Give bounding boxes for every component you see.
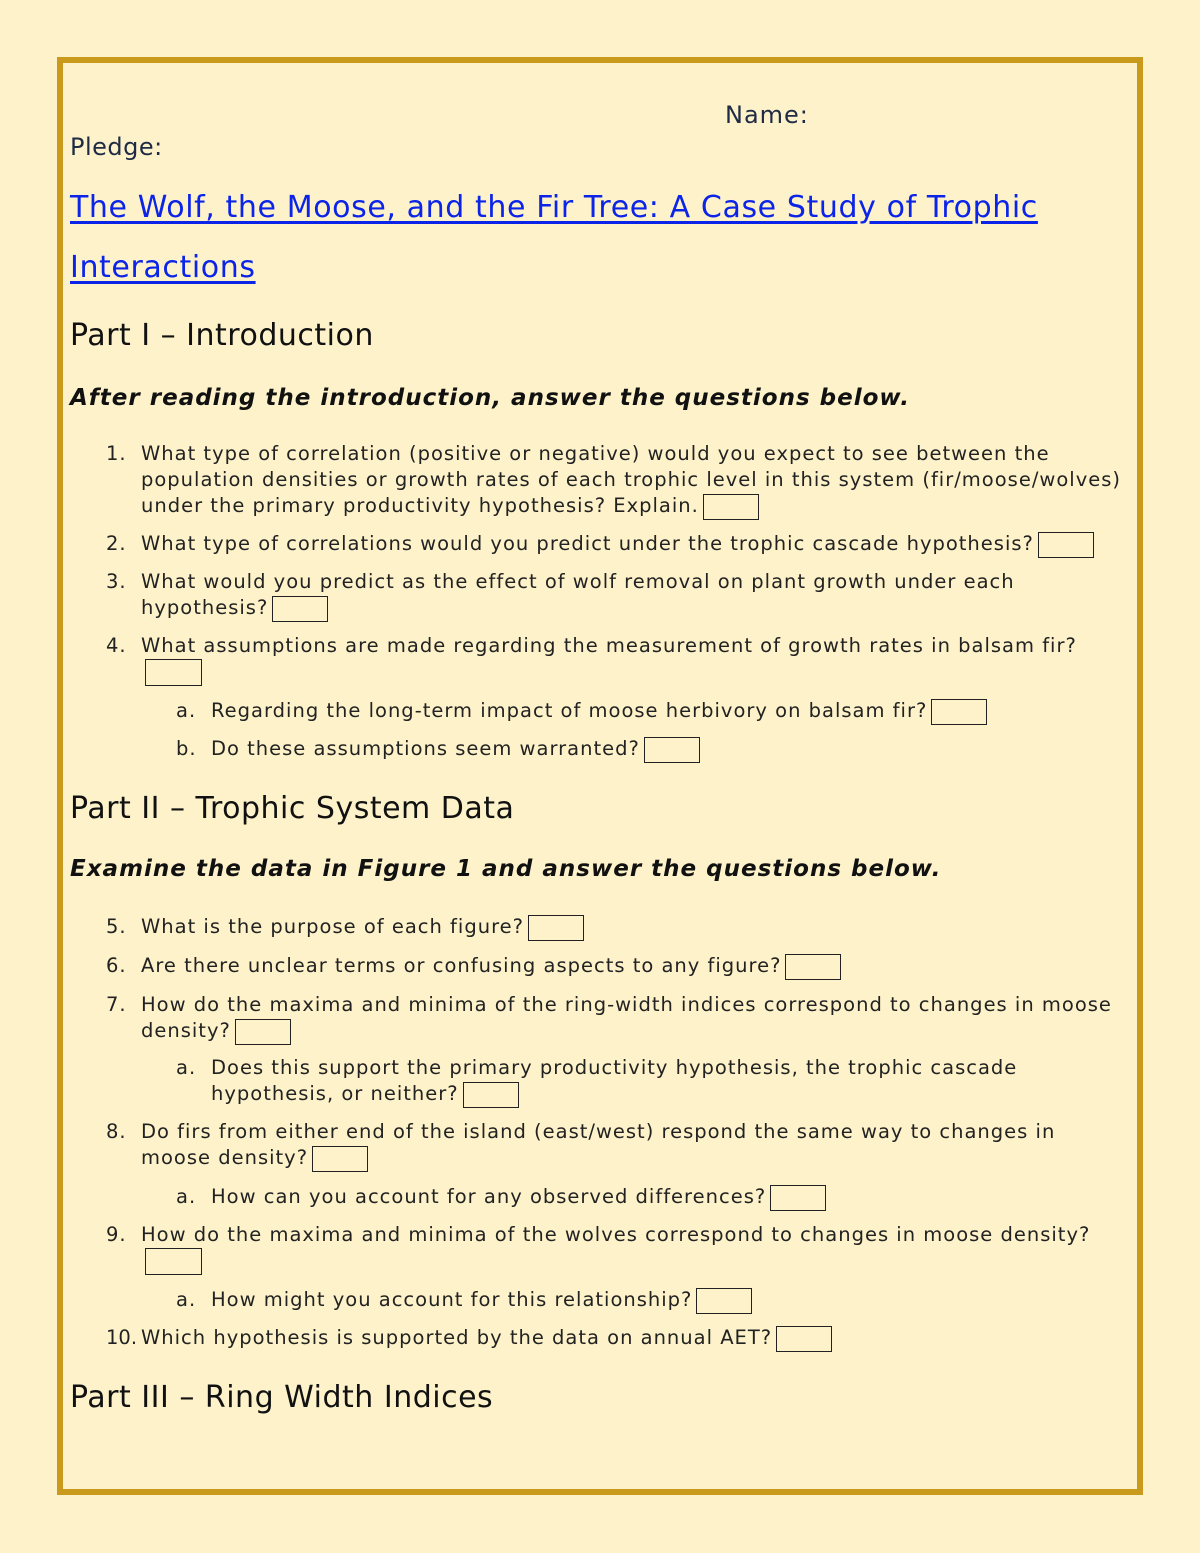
q1-answer-box[interactable] [703,494,759,520]
q4b-text [211,736,700,763]
q7a-text [211,1055,1017,1108]
q10-number: 10. [106,1326,138,1349]
q10-line: Which hypothesis is supported by the data on annual AET? [141,1326,773,1349]
q8-line1: Do firs from either end of the island (east/west) respond the same way to changes in [141,1120,1056,1143]
q5-line: What is the purpose of each figure? [141,915,525,938]
q7a-line2: hypothesis, or neither? [211,1082,459,1105]
q7-text [141,992,1112,1045]
q7a-letter: a. [176,1056,197,1079]
q2-line1: What type of correlations would you predict under the trophic cascade hypothesis? [141,532,1034,555]
q3-answer-box[interactable] [272,596,328,622]
q9a-answer-box[interactable] [696,1288,752,1314]
q9-text: How do the maxima and minima of the wolves correspond to changes in moose density? [141,1223,1091,1246]
q2-text [141,531,1094,558]
q7-line2: density? [141,1019,231,1042]
q6-answer-box[interactable] [785,954,841,980]
q4a-line: Regarding the long-term impact of moose herbivory on balsam fir? [211,699,928,722]
q4-answer-box[interactable] [145,659,202,686]
q8a-letter: a. [176,1185,197,1208]
q8-number: 8. [106,1120,127,1143]
q10-text [141,1325,832,1352]
q2-number: 2. [106,532,127,555]
q1-line1: What type of correlation (positive or negative) would you expect to see between the [141,442,1050,465]
q4b-answer-box[interactable] [644,737,700,763]
q1-line2: population densities or growth rates of each trophic level in this system (fir/moose/wolves) [141,468,1121,491]
q9a-letter: a. [176,1288,197,1311]
q4a-text [211,698,987,725]
q4a-answer-box[interactable] [931,699,987,725]
q4b-letter: b. [176,737,197,760]
q8a-text [211,1184,826,1211]
q8-text [141,1119,1055,1172]
q7-line1: How do the maxima and minima of the ring-width indices correspond to changes in moose [141,993,1112,1016]
part1-heading: Part I – Introduction [70,318,374,353]
q8a-line: How can you account for any observed differences? [211,1185,767,1208]
q9a-line: How might you account for this relationship? [211,1288,693,1311]
q6-number: 6. [106,954,127,977]
q8a-answer-box[interactable] [770,1185,826,1211]
q6-text [141,953,841,980]
q3-number: 3. [106,570,127,593]
q4-number: 4. [106,634,127,657]
q1-line3: under the primary productivity hypothesis? Explain. [141,494,699,517]
part2-heading: Part II – Trophic System Data [70,791,515,826]
q7a-line1: Does this support the primary productivity hypothesis, the trophic cascade [211,1056,1018,1079]
q1-text [141,441,1121,520]
q7a-answer-box[interactable] [463,1082,519,1108]
q5-text [141,914,584,941]
q6-line: Are there unclear terms or confusing aspects to any figure? [141,954,782,977]
title-link-line1[interactable]: The Wolf, the Moose, and the Fir Tree: A Case Study of Trophic [70,190,1038,225]
q7-number: 7. [106,993,127,1016]
q1-number: 1. [106,442,127,465]
q4-text: What assumptions are made regarding the measurement of growth rates in balsam fir? [141,634,1077,657]
q3-line1: What would you predict as the effect of wolf removal on plant growth under each [141,570,1015,593]
q7-answer-box[interactable] [235,1019,291,1045]
q5-number: 5. [106,915,127,938]
q5-answer-box[interactable] [528,915,584,941]
q3-text [141,569,1015,622]
q8-answer-box[interactable] [312,1146,368,1172]
part1-instruction: After reading the introduction, answer the questions below. [70,385,910,411]
q10-answer-box[interactable] [776,1326,832,1352]
part2-instruction: Examine the data in Figure 1 and answer the questions below. [70,856,942,882]
pledge-label: Pledge: [70,133,163,161]
name-label: Name: [725,101,809,129]
q9a-text [211,1287,752,1314]
q9-answer-box[interactable] [145,1248,202,1275]
q3-line2: hypothesis? [141,596,269,619]
q9-number: 9. [106,1223,127,1246]
q2-answer-box[interactable] [1038,532,1094,558]
title-link-line2[interactable]: Interactions [70,250,256,285]
q4a-letter: a. [176,699,197,722]
part3-heading: Part III – Ring Width Indices [70,1380,494,1415]
q8-line2: moose density? [141,1146,309,1169]
q4b-line: Do these assumptions seem warranted? [211,737,640,760]
